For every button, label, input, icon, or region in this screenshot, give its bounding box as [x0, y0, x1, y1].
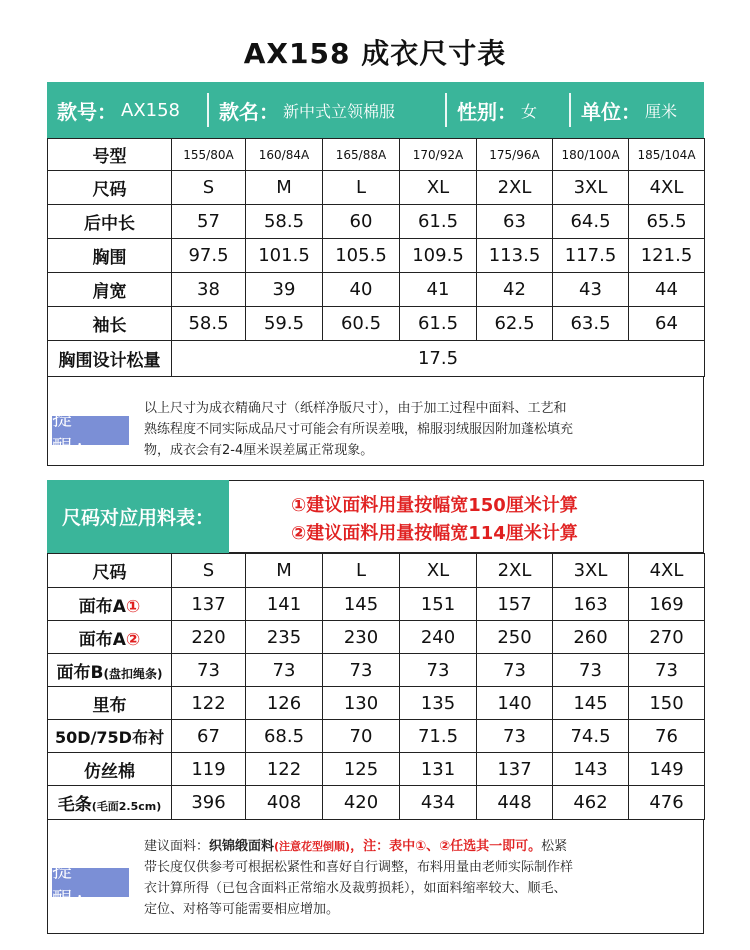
- table-cell: 60.5: [323, 307, 400, 341]
- fabric-recommendations: [229, 480, 704, 553]
- table-cell: 73: [323, 654, 400, 687]
- table-cell: 73: [477, 654, 553, 687]
- table-cell: 4XL: [629, 554, 705, 588]
- recommendation-text: ①建议面料用量按幅宽150厘米计算: [291, 495, 578, 516]
- table-cell: 62.5: [477, 307, 553, 341]
- row-label-text: 面布B: [56, 662, 104, 683]
- table-cell: 149: [629, 753, 705, 786]
- table-cell: 185/104A: [629, 139, 705, 171]
- table-cell: 235: [246, 621, 323, 654]
- table-cell: S: [172, 554, 246, 588]
- table-row: [48, 753, 705, 786]
- note-line: 熟练程度不同实际成品尺寸可能会有所误差哦，棉服羽绒服因附加蓬松填充: [144, 422, 574, 437]
- table-cell: 4XL: [629, 171, 705, 205]
- table-row: [48, 239, 705, 273]
- table-cell: 137: [477, 753, 553, 786]
- row-label: [48, 786, 172, 820]
- table-cell: 2XL: [477, 554, 553, 588]
- divider: [207, 93, 209, 127]
- table-cell: 68.5: [246, 720, 323, 753]
- table-cell: 74.5: [553, 720, 629, 753]
- table-cell: 250: [477, 621, 553, 654]
- row-label: 袖长: [48, 307, 172, 341]
- table-cell: S: [172, 171, 246, 205]
- page-title: AX158 成衣尺寸表: [243, 37, 507, 70]
- row-label-sub: (毛面2.5cm): [91, 800, 162, 813]
- table-cell: 137: [172, 588, 246, 621]
- unit-value: 厘米: [645, 101, 678, 121]
- reminder-badge: 提 醒：: [52, 868, 129, 897]
- reminder-badge: 提 醒：: [52, 416, 129, 445]
- note-box: [47, 376, 704, 466]
- table-cell: 63.5: [553, 307, 629, 341]
- table-cell: 65.5: [629, 205, 705, 239]
- table-cell: 70: [323, 720, 400, 753]
- note-text: [144, 836, 573, 920]
- table-cell: M: [246, 171, 323, 205]
- note-line: 物，成衣会有2-4厘米误差属正常现象。: [144, 443, 374, 458]
- table-cell: 151: [400, 588, 477, 621]
- fabric-table: [47, 553, 705, 820]
- note-line: 带长度仅供参考可根据松紧性和喜好自行调整，布料用量由老师实际制作样: [144, 860, 574, 875]
- table-row: [48, 720, 705, 753]
- table-cell: 476: [629, 786, 705, 820]
- table-cell: 40: [323, 273, 400, 307]
- table-cell: 260: [553, 621, 629, 654]
- table-cell: 41: [400, 273, 477, 307]
- row-label: [48, 621, 172, 654]
- row-label: 肩宽: [48, 273, 172, 307]
- gender: [447, 82, 569, 138]
- table-cell: 140: [477, 687, 553, 720]
- table-cell: 141: [246, 588, 323, 621]
- recommendation-1: [291, 491, 578, 517]
- row-label: 尺码: [48, 171, 172, 205]
- table-cell: 109.5: [400, 239, 477, 273]
- recommendation-text: ②建议面料用量按幅宽114厘米计算: [291, 523, 578, 544]
- style-number: [47, 82, 207, 138]
- table-cell: 117.5: [553, 239, 629, 273]
- row-label: 仿丝棉: [48, 753, 172, 786]
- table-cell: L: [323, 171, 400, 205]
- row-label: 50D/75D布衬: [48, 720, 172, 753]
- row-label: [48, 588, 172, 621]
- row-label: 号型: [48, 139, 172, 171]
- size-table: [47, 138, 705, 377]
- table-cell: 63: [477, 205, 553, 239]
- table-cell: 58.5: [246, 205, 323, 239]
- row-label-text: 面布A: [78, 629, 126, 650]
- row-label: [48, 654, 172, 687]
- note-line: 定位、对格等可能需要相应增加。: [144, 902, 340, 917]
- table-row: [48, 307, 705, 341]
- note-fragment: 建议面料：: [144, 839, 210, 854]
- table-cell: 135: [400, 687, 477, 720]
- table-row: [48, 273, 705, 307]
- unit: [571, 82, 701, 138]
- table-cell: 3XL: [553, 171, 629, 205]
- table-cell: 105.5: [323, 239, 400, 273]
- style-number-label: 款号：: [57, 99, 117, 124]
- table-cell: 57: [172, 205, 246, 239]
- table-cell: 270: [629, 621, 705, 654]
- table-row: [48, 139, 705, 171]
- note-box: [47, 819, 704, 934]
- table-cell: 420: [323, 786, 400, 820]
- table-cell: 130: [323, 687, 400, 720]
- note-text: [144, 398, 573, 461]
- table-cell: 230: [323, 621, 400, 654]
- table-cell: 64.5: [553, 205, 629, 239]
- table-cell: 42: [477, 273, 553, 307]
- table-row: [48, 341, 705, 377]
- table-row: [48, 687, 705, 720]
- table-cell: 145: [553, 687, 629, 720]
- table-cell: 61.5: [400, 205, 477, 239]
- table-cell: 61.5: [400, 307, 477, 341]
- table-cell: 60: [323, 205, 400, 239]
- table-cell: 113.5: [477, 239, 553, 273]
- table-cell: 240: [400, 621, 477, 654]
- table-row: [48, 205, 705, 239]
- row-label-sub: (盘扣绳条): [103, 666, 163, 681]
- ease-value: 17.5: [172, 341, 705, 377]
- table-cell: M: [246, 554, 323, 588]
- table-cell: 2XL: [477, 171, 553, 205]
- row-label-text: 面布A: [78, 596, 126, 617]
- note-line: 衣计算所得（已包含面料正常缩水及裁剪损耗），如面料缩率较大、顺毛、: [144, 881, 567, 896]
- style-name: [209, 82, 445, 138]
- table-cell: 76: [629, 720, 705, 753]
- table-cell: 73: [477, 720, 553, 753]
- row-label: 里布: [48, 687, 172, 720]
- table-cell: 434: [400, 786, 477, 820]
- table-cell: 3XL: [553, 554, 629, 588]
- table-cell: 462: [553, 786, 629, 820]
- table-row: [48, 621, 705, 654]
- table-cell: 143: [553, 753, 629, 786]
- note-emphasis: ，注：表中①、②任选其一即可。: [350, 839, 542, 854]
- product-info-bar: [47, 82, 704, 138]
- table-cell: 121.5: [629, 239, 705, 273]
- row-label: 尺码: [48, 554, 172, 588]
- table-cell: 150: [629, 687, 705, 720]
- divider: [569, 93, 571, 127]
- table-cell: 39: [246, 273, 323, 307]
- note-line: 以上尺寸为成衣精确尺寸（纸样净版尺寸），由于加工过程中面料、工艺和: [144, 401, 567, 416]
- row-label-mark: ②: [125, 629, 141, 650]
- table-cell: XL: [400, 554, 477, 588]
- table-cell: 169: [629, 588, 705, 621]
- table-row: [48, 588, 705, 621]
- table-header-row: [48, 554, 705, 588]
- table-cell: XL: [400, 171, 477, 205]
- gender-value: 女: [521, 101, 538, 121]
- style-name-label: 款名：: [219, 99, 279, 124]
- table-cell: 408: [246, 786, 323, 820]
- table-cell: 175/96A: [477, 139, 553, 171]
- table-cell: 131: [400, 753, 477, 786]
- table-cell: 71.5: [400, 720, 477, 753]
- table-cell: 73: [400, 654, 477, 687]
- table-cell: 97.5: [172, 239, 246, 273]
- table-cell: 122: [172, 687, 246, 720]
- table-cell: 165/88A: [323, 139, 400, 171]
- table-cell: 170/92A: [400, 139, 477, 171]
- fabric-recommendation: 织锦缎面料: [209, 839, 275, 854]
- table-cell: 43: [553, 273, 629, 307]
- divider: [445, 93, 447, 127]
- pattern-warning: (注意花型倒顺): [274, 840, 351, 853]
- table-cell: 220: [172, 621, 246, 654]
- table-cell: 125: [323, 753, 400, 786]
- row-label: 胸围: [48, 239, 172, 273]
- table-cell: 126: [246, 687, 323, 720]
- table-cell: 73: [629, 654, 705, 687]
- table-cell: 119: [172, 753, 246, 786]
- table-cell: L: [323, 554, 400, 588]
- table-cell: 160/84A: [246, 139, 323, 171]
- fabric-section-label: 尺码对应用料表：: [47, 480, 229, 553]
- table-cell: 44: [629, 273, 705, 307]
- table-cell: 73: [172, 654, 246, 687]
- table-cell: 59.5: [246, 307, 323, 341]
- table-cell: 163: [553, 588, 629, 621]
- table-cell: 180/100A: [553, 139, 629, 171]
- row-label: 后中长: [48, 205, 172, 239]
- table-cell: 58.5: [172, 307, 246, 341]
- note-line: [144, 836, 573, 857]
- row-label-text: 毛条: [57, 795, 92, 815]
- table-cell: 101.5: [246, 239, 323, 273]
- unit-label: 单位：: [581, 99, 641, 124]
- table-cell: 396: [172, 786, 246, 820]
- table-cell: 73: [246, 654, 323, 687]
- table-row: [48, 654, 705, 687]
- recommendation-2: [291, 519, 578, 545]
- row-label-mark: ①: [125, 596, 141, 617]
- table-cell: 73: [553, 654, 629, 687]
- table-cell: 448: [477, 786, 553, 820]
- table-cell: 38: [172, 273, 246, 307]
- gender-label: 性别：: [457, 99, 517, 124]
- table-cell: 122: [246, 753, 323, 786]
- style-number-value: AX158: [121, 99, 181, 121]
- table-row: [48, 786, 705, 820]
- row-label: 胸围设计松量: [48, 341, 172, 377]
- table-cell: 157: [477, 588, 553, 621]
- table-cell: 64: [629, 307, 705, 341]
- table-row: [48, 171, 705, 205]
- table-cell: 145: [323, 588, 400, 621]
- table-cell: 155/80A: [172, 139, 246, 171]
- style-name-value: 新中式立领棉服: [283, 101, 396, 121]
- table-cell: 67: [172, 720, 246, 753]
- note-fragment: 松紧: [541, 839, 568, 854]
